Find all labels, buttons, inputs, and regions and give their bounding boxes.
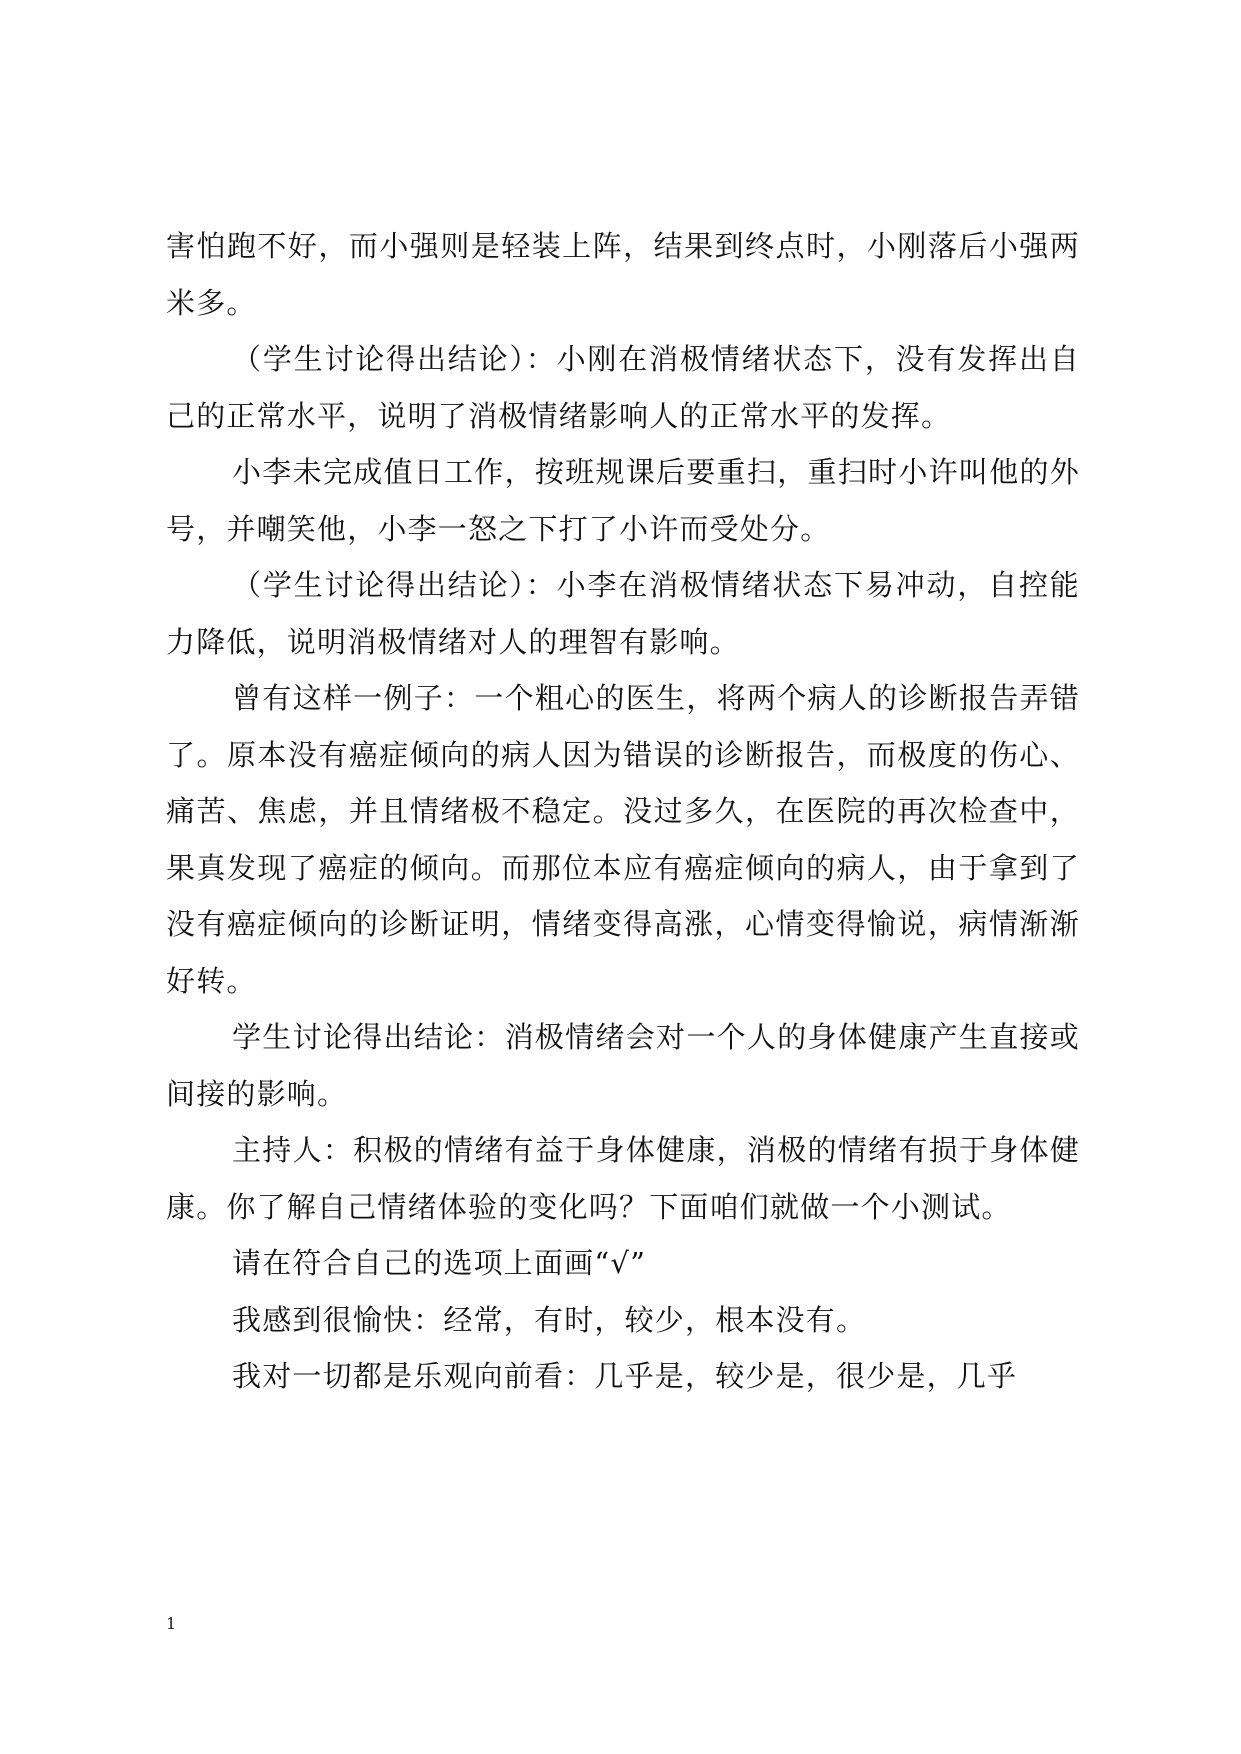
paragraph-3: 小李未完成值日工作，按班规课后要重扫，重扫时小许叫他的外号，并嘲笑他，小李一怒之下打了小许而受处分。 xyxy=(166,455,1080,546)
paragraph-10: 我对一切都是乐观向前看：几乎是，较少是，很少是，几乎 xyxy=(232,1359,1018,1393)
paragraph-8: 请在符合自己的选项上面画“√” xyxy=(232,1246,647,1280)
paragraph-5: 曾有这样一例子：一个粗心的医生，将两个病人的诊断报告弄错了。原本没有癌症倾向的病人因为错误的诊断报告，而极度的伤心、痛苦、焦虑，并且情绪极不稳定。没过多久，在医院的再次检查中，果真发现了癌症的倾向。而那位本应有癌症倾向的病人，由于拿到了没有癌症倾向的诊断证明，情绪变得高涨，心情变得愉说，病情渐渐好转。 xyxy=(166,681,1080,998)
paragraph-1: 害怕跑不好，而小强则是轻装上阵，结果到终点时，小刚落后小强两米多。 xyxy=(166,229,1080,320)
paragraph-2: （学生讨论得出结论）：小刚在消极情绪状态下，没有发挥出自己的正常水平，说明了消极情绪影响人的正常水平的发挥。 xyxy=(166,342,1080,433)
paragraph-6: 学生讨论得出结论：消极情绪会对一个人的身体健康产生直接或间接的影响。 xyxy=(166,1020,1080,1111)
body-text xyxy=(166,218,1080,1405)
paragraph-4: （学生讨论得出结论）：小李在消极情绪状态下易冲动，自控能力降低，说明消极情绪对人的理智有影响。 xyxy=(166,568,1080,659)
paragraph-7: 主持人：积极的情绪有益于身体健康，消极的情绪有损于身体健康。你了解自己情绪体验的变化吗？下面咱们就做一个小测试。 xyxy=(166,1133,1080,1224)
page-number: 1 xyxy=(166,1614,177,1633)
paragraph-9: 我感到很愉快：经常，有时，较少，根本没有。 xyxy=(232,1302,867,1337)
